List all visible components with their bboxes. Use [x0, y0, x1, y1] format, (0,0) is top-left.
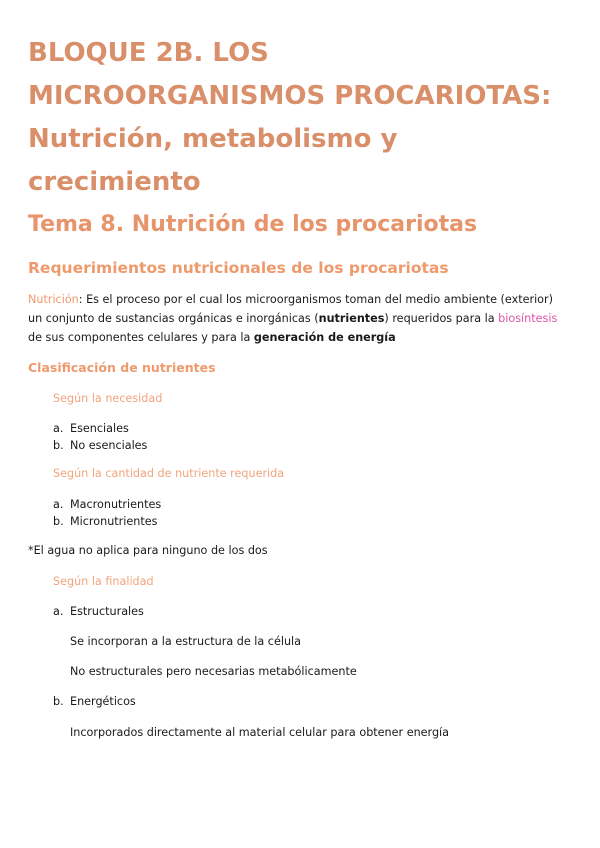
subheading-purpose: Según la finalidad	[53, 575, 154, 588]
structural-description-2: No estructurales pero necesarias metabólicamente	[70, 665, 357, 678]
subheading-need: Según la necesidad	[53, 392, 163, 405]
list-marker: a.	[53, 498, 64, 511]
definition-line-3	[28, 328, 573, 347]
list-item-text: Energéticos	[70, 695, 136, 708]
list-item-text: Macronutrientes	[70, 498, 162, 511]
water-note: *El agua no aplica para ninguno de los dos	[28, 544, 268, 557]
list-item	[53, 694, 136, 710]
energetic-description: Incorporados directamente al material celular para obtener energía	[70, 726, 450, 739]
structural-description-1: Se incorporan a la estructura de la célula	[70, 635, 301, 648]
list-item	[53, 438, 147, 454]
definition-paragraph	[28, 290, 573, 347]
biosintesis-term: biosíntesis	[498, 312, 558, 325]
list-marker: a.	[53, 422, 64, 435]
definition-text-2b: ) requeridos para la	[384, 312, 499, 325]
section-heading: Requerimientos nutricionales de los procariotas	[28, 259, 449, 277]
title-line-1: BLOQUE 2B. LOS	[28, 38, 269, 68]
list-marker: b.	[53, 695, 64, 708]
definition-term: Nutrición	[28, 293, 79, 306]
list-marker: b.	[53, 515, 64, 528]
list-marker: a.	[53, 605, 64, 618]
classification-heading: Clasificación de nutrientes	[28, 360, 216, 375]
title-line-2: MICROORGANISMOS PROCARIOTAS:	[28, 81, 552, 111]
list-item	[53, 497, 161, 513]
list-item	[53, 421, 129, 437]
list-item-text: Esenciales	[70, 422, 129, 435]
list-item	[53, 604, 144, 620]
definition-line-1	[28, 290, 573, 309]
subheading-quantity: Según la cantidad de nutriente requerida	[53, 467, 285, 480]
list-item	[53, 514, 157, 530]
list-item-text: Estructurales	[70, 605, 144, 618]
definition-text-3a: de sus componentes celulares y para la	[28, 331, 254, 344]
nutrientes-term: nutrientes	[318, 312, 385, 325]
definition-line-2	[28, 309, 573, 328]
list-item-text: Micronutrientes	[70, 515, 158, 528]
document-title	[28, 32, 588, 204]
list-marker: b.	[53, 439, 64, 452]
definition-text-1: : Es el proceso por el cual los microorganismos toman del medio ambiente (exterior)	[78, 293, 553, 306]
title-line-4: crecimiento	[28, 167, 201, 197]
generacion-term: generación de energía	[253, 331, 396, 344]
list-item-text: No esenciales	[70, 439, 148, 452]
title-line-3: Nutrición, metabolismo y	[28, 124, 398, 154]
definition-text-2a: un conjunto de sustancias orgánicas e inorgánicas (	[28, 312, 319, 325]
topic-heading: Tema 8. Nutrición de los procariotas	[28, 212, 478, 237]
